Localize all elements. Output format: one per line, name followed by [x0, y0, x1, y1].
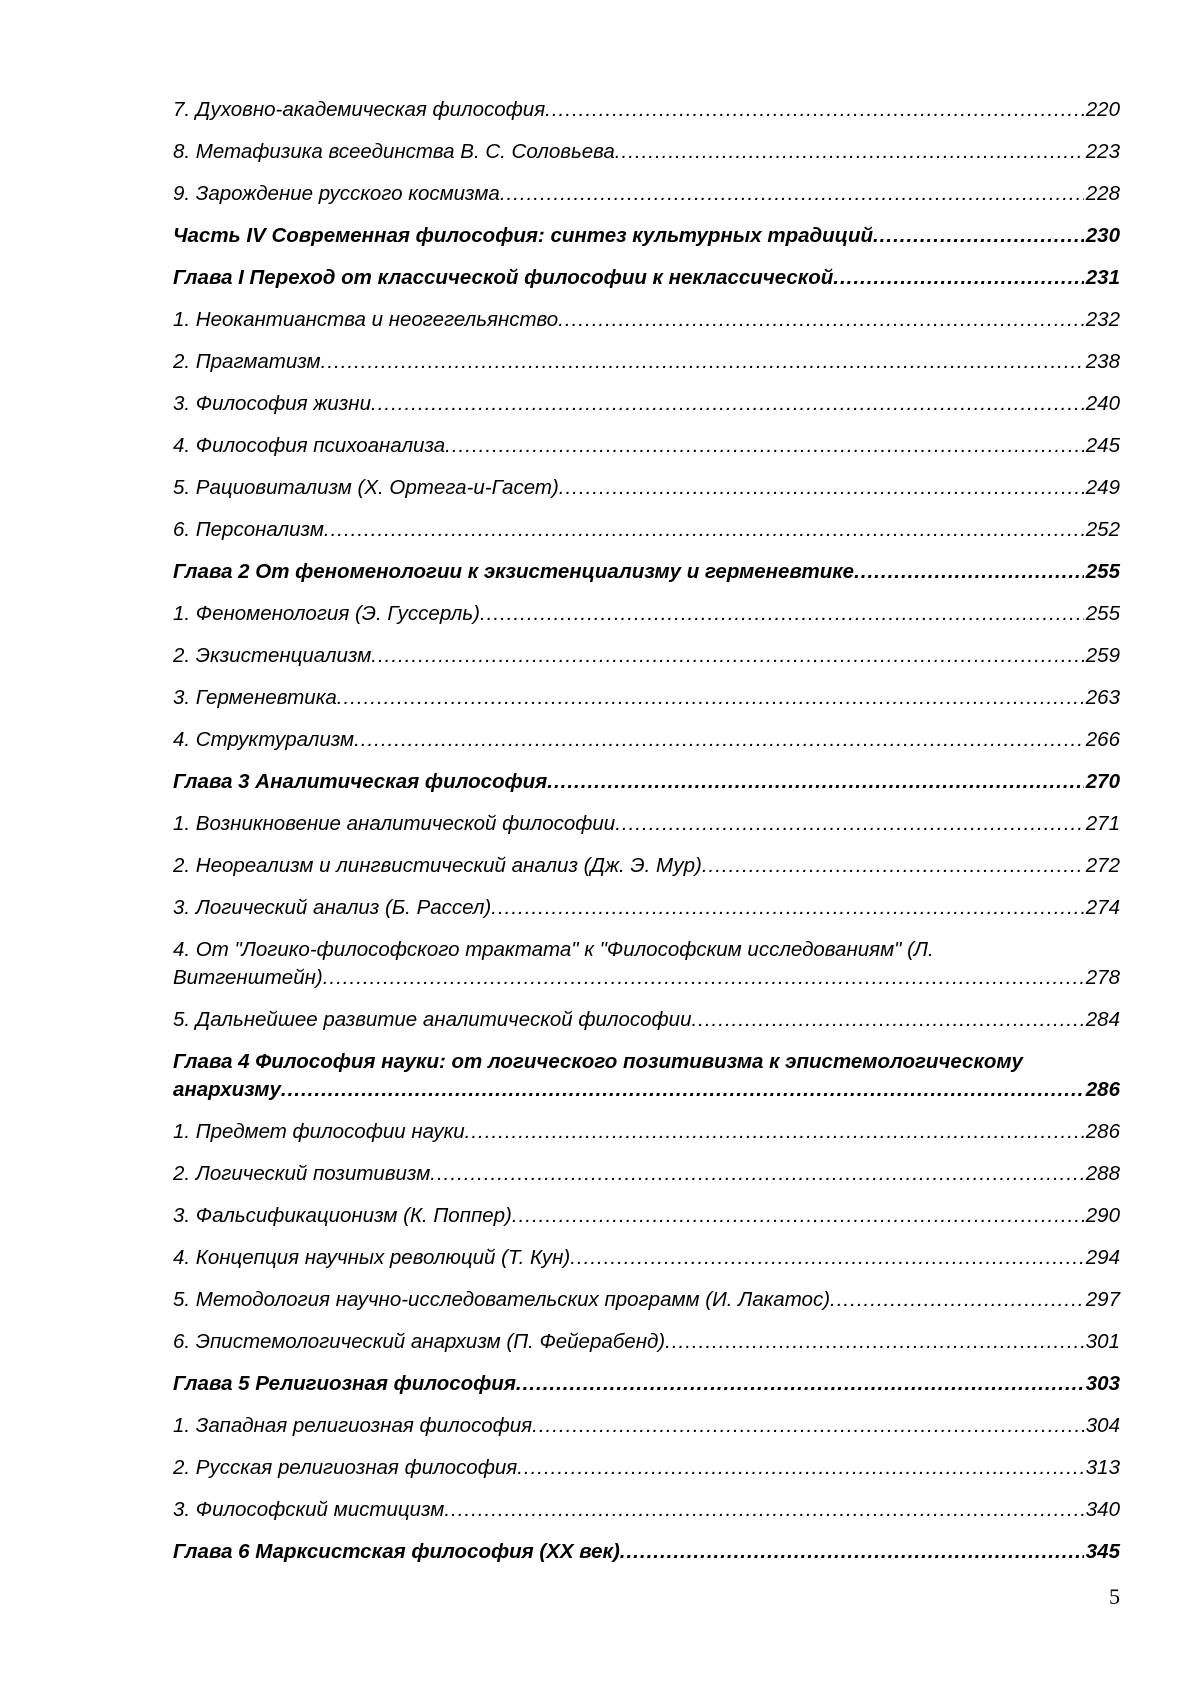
toc-entry-page: 249 [1085, 476, 1120, 499]
toc-entry-page: 252 [1085, 518, 1120, 541]
toc-heading-entry [173, 1538, 1120, 1566]
toc-entry-last-line [173, 1076, 1120, 1104]
toc-entry-page: 274 [1085, 896, 1120, 919]
dot-leader [620, 1538, 1084, 1566]
dot-leader [830, 1286, 1084, 1314]
toc-entry-title: 2. Прагматизм [173, 350, 321, 373]
dot-leader [430, 1160, 1084, 1188]
toc-entry-last-line [173, 964, 1120, 992]
toc-heading-entry [173, 1370, 1120, 1398]
toc-entry-page: 340 [1085, 1498, 1120, 1521]
toc-entry [173, 306, 1120, 334]
toc-entry-page: 294 [1085, 1246, 1120, 1269]
toc-entry-title: 1. Феноменология (Э. Гуссерль) [173, 602, 480, 625]
toc-entry-title: 5. Методология научно-исследовательских программ (И. Лакатос) [173, 1288, 831, 1311]
toc-entry [173, 1118, 1120, 1146]
toc-entry [173, 1244, 1120, 1272]
toc-entry-title: 7. Духовно-академическая философия [173, 98, 546, 121]
toc-entry-title: 2. Русская религиозная философия [173, 1456, 518, 1479]
toc-entry-title: 3. Герменевтика [173, 686, 337, 709]
toc-entry-title: Глава 5 Религиозная философия [173, 1372, 516, 1395]
dot-leader [517, 1454, 1084, 1482]
toc-heading-entry [173, 768, 1120, 796]
toc-entry [173, 684, 1120, 712]
dot-leader [615, 810, 1084, 838]
toc-entry-page: 303 [1085, 1372, 1120, 1395]
dot-leader [559, 474, 1084, 502]
toc-entry [173, 726, 1120, 754]
dot-leader [321, 348, 1084, 376]
toc-entry-title: Глава I Переход от классической философии к неклассической [173, 266, 834, 289]
dot-leader [854, 558, 1084, 586]
toc-entry-title: Глава 2 От феноменологии к экзистенциализму и герменевтике [173, 560, 855, 583]
toc-entry-title: 1. Неокантианства и неогегельянство [173, 308, 559, 331]
toc-entry-page: 245 [1085, 434, 1120, 457]
dot-leader [324, 516, 1084, 544]
dot-leader [480, 600, 1084, 628]
toc-entry-page: 231 [1085, 266, 1120, 289]
toc-heading-entry [173, 558, 1120, 586]
toc-entry-page: 345 [1085, 1540, 1120, 1563]
dot-leader [465, 1118, 1084, 1146]
toc-entry [173, 1160, 1120, 1188]
toc-entry-page: 278 [1085, 966, 1120, 989]
toc-entry-page: 259 [1085, 644, 1120, 667]
toc-entry-title: 3. Логический анализ (Б. Рассел) [173, 896, 492, 919]
toc-entry-title: Часть IV Современная философия: синтез культурных традиций [173, 224, 873, 247]
toc-entry [173, 810, 1120, 838]
toc-entry-page: 297 [1085, 1288, 1120, 1311]
toc-entry [173, 432, 1120, 460]
toc-entry-page: 240 [1085, 392, 1120, 415]
toc-entry-title-line: 4. От "Логико-философского трактата" к "Философским исследованиям" (Л. [173, 938, 934, 961]
toc-entry-title: 9. Зарождение русского космизма [173, 182, 500, 205]
dot-leader [354, 726, 1084, 754]
toc-entry [173, 1286, 1120, 1314]
toc-entry [173, 96, 1120, 124]
dot-leader [547, 768, 1084, 796]
dot-leader [516, 1370, 1084, 1398]
toc-entry-page: 304 [1085, 1414, 1120, 1437]
toc-entry [173, 894, 1120, 922]
toc-entry-title: 6. Персонализм [173, 518, 324, 541]
toc-entry-title: 6. Эпистемологический анархизм (П. Фейерабенд) [173, 1330, 666, 1353]
toc-entry [173, 1006, 1120, 1034]
dot-leader [615, 138, 1084, 166]
toc-entry-title: Глава 6 Марксистская философия (XX век) [173, 1540, 620, 1563]
dot-leader [500, 180, 1084, 208]
toc-entry-page: 228 [1085, 182, 1120, 205]
toc-entry-page: 255 [1085, 560, 1120, 583]
toc-entry-title: 1. Западная религиозная философия [173, 1414, 533, 1437]
toc-entry-title: анархизму [173, 1078, 281, 1101]
toc-entry [173, 348, 1120, 376]
dot-leader [371, 390, 1084, 418]
dot-leader [512, 1202, 1084, 1230]
dot-leader [281, 1076, 1084, 1104]
toc-entry-page: 270 [1085, 770, 1120, 793]
toc-entry-page: 290 [1085, 1204, 1120, 1227]
toc-entry [173, 1202, 1120, 1230]
toc-entry-title: 2. Неореализм и лингвистический анализ (Дж. Э. Мур) [173, 854, 702, 877]
toc-entry-title: 4. Концепция научных революций (Т. Кун) [173, 1246, 571, 1269]
toc-entry [173, 390, 1120, 418]
toc-entry [173, 1454, 1120, 1482]
toc-entry-page: 266 [1085, 728, 1120, 751]
toc-entry-title: 3. Философский мистицизм [173, 1498, 445, 1521]
toc-entry-page: 223 [1085, 140, 1120, 163]
dot-leader [445, 432, 1084, 460]
dot-leader [323, 964, 1084, 992]
dot-leader [545, 96, 1084, 124]
toc-entry-page: 286 [1085, 1078, 1120, 1101]
toc-entry-title: 8. Метафизика всеединства В. С. Соловьева [173, 140, 615, 163]
page-number: 5 [1109, 1584, 1120, 1609]
toc-entry-title: Витгенштейн) [173, 966, 323, 989]
dot-leader [873, 222, 1084, 250]
toc-entry-title: 1. Возникновение аналитической философии [173, 812, 616, 835]
toc-entry [173, 642, 1120, 670]
toc-entry [173, 852, 1120, 880]
dot-leader [532, 1412, 1084, 1440]
toc-entry-title: 3. Философия жизни [173, 392, 371, 415]
toc-entry [173, 1328, 1120, 1356]
toc-heading-entry [173, 1048, 1120, 1104]
toc-entry-page: 255 [1085, 602, 1120, 625]
toc-entry-title: 5. Рациовитализм (Х. Ортега-и-Гасет) [173, 476, 559, 499]
toc-entry [173, 600, 1120, 628]
toc-entry-page: 272 [1085, 854, 1120, 877]
toc-entry-title: Глава 3 Аналитическая философия [173, 770, 548, 793]
toc-entry-page: 220 [1085, 98, 1120, 121]
toc-entry-page: 284 [1085, 1008, 1120, 1031]
toc-entry-page: 230 [1085, 224, 1120, 247]
dot-leader [833, 264, 1084, 292]
dot-leader [665, 1328, 1084, 1356]
dot-leader [702, 852, 1084, 880]
dot-leader [337, 684, 1084, 712]
dot-leader [371, 642, 1084, 670]
toc-entry-title: 5. Дальнейшее развитие аналитической философии [173, 1008, 692, 1031]
toc-entry-page: 286 [1085, 1120, 1120, 1143]
toc-entry [173, 180, 1120, 208]
toc-entry-title: 4. Философия психоанализа [173, 434, 446, 457]
toc-entry-title: 3. Фальсификационизм (К. Поппер) [173, 1204, 512, 1227]
dot-leader [491, 894, 1084, 922]
toc-heading-entry [173, 222, 1120, 250]
toc-entry [173, 1412, 1120, 1440]
toc-entry [173, 516, 1120, 544]
table-of-contents [173, 96, 1120, 1580]
toc-heading-entry [173, 264, 1120, 292]
toc-entry [173, 1496, 1120, 1524]
dot-leader [570, 1244, 1084, 1272]
toc-entry-title: 2. Логический позитивизм [173, 1162, 431, 1185]
toc-entry-page: 313 [1085, 1456, 1120, 1479]
dot-leader [558, 306, 1084, 334]
toc-entry-title: 4. Структурализм [173, 728, 355, 751]
toc-entry-page: 232 [1085, 308, 1120, 331]
toc-entry-title-line: Глава 4 Философия науки: от логического позитивизма к эпистемологическому [173, 1050, 1023, 1073]
toc-entry-title: 1. Предмет философии науки [173, 1120, 465, 1143]
toc-entry-page: 271 [1085, 812, 1120, 835]
toc-entry [173, 474, 1120, 502]
toc-entry-page: 288 [1085, 1162, 1120, 1185]
toc-entry-page: 238 [1085, 350, 1120, 373]
dot-leader [444, 1496, 1083, 1524]
toc-entry-page: 263 [1085, 686, 1120, 709]
dot-leader [691, 1006, 1083, 1034]
toc-entry-title: 2. Экзистенциализм [173, 644, 372, 667]
toc-entry-page: 301 [1085, 1330, 1120, 1353]
toc-entry [173, 936, 1120, 992]
toc-entry [173, 138, 1120, 166]
